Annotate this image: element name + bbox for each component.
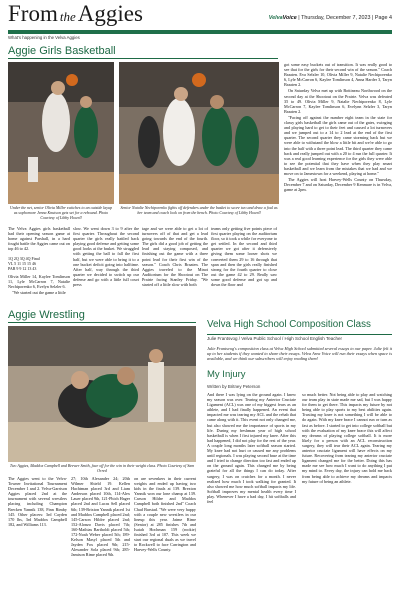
score-header: 1Q 2Q 3Q 4Q Final [8, 256, 40, 261]
basketball-scorers [8, 274, 70, 296]
basketball-col-5 [284, 62, 392, 193]
basketball-col-5b: On Saturday Velva met up with Bottineau Northwood on the second day at the Shootout on the Prairie. Velva was defeated 35 to 49. Olivia Miller 9, Natalie Nechiporenko 8, Lyle McCarron 7, Kaylee Tomlinson 6, Evelynn Selzler 3, Taryn Braaten 2. [284, 88, 392, 114]
issue-date: | Thursday, December 7, 2023 | Page 4 [296, 15, 392, 21]
wrestling-heading: Aggie Wrestling [8, 309, 85, 321]
basketball-scorers-text: Olivia Miller 14, Kaylee Tomlinson 11, Lyle McCarron 7, Natalie Nechiporenko 6, Evelyn Selzler 6. [8, 274, 70, 290]
wrestling-col-1-text: The Aggies went to the Velva-Towner Invitational Tournament December 1 and 2. Velva-Garrison Aggies placed 2nd at the tournament with several wrestlers placing including Champion Brecken Yannik 138, Finn Rimby 145. Other placers: 3rd Cayden 170 lbs, 3rd Maddox Campbell 182, and Williams 113. [8, 476, 67, 527]
composition-intro: Julie Frantsvog's composition class at Velva High School submitted several essays to our paper. Julie felt it up to her students if they wanted to share their essays. Velva Area Voice will run their essays when space is available, and we think our subscribers will enjoy reading them! [207, 346, 392, 362]
essay-col-1-text: And there I was lying on the ground again. I knew my season was over. Tearing my Anterior Cruciate Ligament (ACL) was one of my biggest fears as an athlete, and I had finally happened. An event that impacted me was tearing my ACL and the rehab that came along with it. This event not only changed me, but also showed me the importance of sports in my life. During my freshman year of high school basketball is when I first injured my knee. After this had happened, I did not play for the rest of the year. A couple long months later softball season started. My knee had not hurt or caused me any problems until regionals. I was playing second base at the time and I tried to change direction too fast and ended up on the ground again. This changed me by being grateful for all the things I can do today. After surgery, I was on crutches for a month. I never realized how much I took walking for granted. It also showed me how much softball impacts my life. Softball improves my mental health every time I play. Whenever I have a bad day, I hit softballs and feel [207, 392, 296, 504]
score-table [8, 256, 70, 272]
basketball-caption-2: Senior Natalie Nechiporenko fights off defenders under the basket to score two and draw a foul as her team and coach look on from the bench. Photo Courtesy of Libby Howell [120, 205, 278, 215]
score-parshall: PAR 9 9 12 13 43 [8, 266, 37, 272]
basketball-col-5d: The Aggies will host Harvey-Wells County on Thursday, December 7 and on Saturday, December 9 Kenmare is in Velva, game at 2pm. [284, 177, 392, 193]
basketball-col-5c: "Facing off against the number eight team in the state for classy girls basketball the girls came out of the gates, swinging and playing hard to get to their feet and caused a lot turnovers and we jumped out to a 14 to 2 lead at the end of the first quarter. The second quarter they came storming back but we were able to withstand the blow a little bit and we're able to go into the half with a three point lead. The third quarter they came back and really jumped out with a 20 to 4 run the full quarter. It was a real good learning experience for the girls they were able to see the potential that they have when they play smart basketball and we learn from the mistakes that we had and we move on to Jamestown for a weekend, playing at home." [284, 114, 392, 176]
composition-rule [207, 334, 392, 335]
essay-col-2-text: so much better. Not being able to play and watching our team play in state made me sad, but I was happy for them to get there. This impacts my future by not being able to play sports to my best abilities again. Trusting my knee is not something I will be able to do again. With my knee brace I cannot run or turn as fast as before. I started to get into college softball but with the evaluation of my knee brace this will affect my dreams of playing college softball. It is more likely for a person with an ACL reconstruction surgery, they will tear their ACL again. Tearing my anterior cruciate ligament will have effects on my future. Recovering from tearing my anterior cruciate ligament changed me for the better. Doing this has made me see how much I want to do anything I put my mind to. Every day, the injury can hold me back from being able to achieve my dreams and impacts my future of being an athlete. [302, 392, 392, 484]
wrestling-photo [8, 326, 196, 462]
masthead-the: the [59, 9, 76, 24]
paper-name-2: Voice [282, 15, 297, 21]
wrestling-rule [8, 322, 196, 323]
wrestling-col-3-text: on are sevenkers in their current weights and ended up having two kids in the finals at 139. Brexton Yannik won our lone champ at 139. Carson Hildre and Maddox Campbell both finished 2nd" Coach Chad Barstad. "We were very happy with a couple new wrestlers in our lineup this year. Jaime Rime (Senior) at 285 finishes 7th and Isaiah Hochman 159 (rookie) finished 3rd at 107. This week we start our regional duals as we travel to Rockwell to face Carrington and Harvey-Wells County. [134, 476, 196, 553]
masthead-subtitle: What's happening in the Velva Aggies [8, 35, 80, 40]
basketball-col-2 [73, 226, 139, 288]
basketball-col-1-text: The Velva Aggies girls basketball had their opening season game at home against Parshall, in a hard fought battle the Aggies came out on top 46 to 42. [8, 226, 70, 252]
paper-name: Velva [268, 15, 283, 21]
essay-title: My Injury [207, 369, 246, 380]
basketball-col-4 [211, 226, 277, 288]
masthead-info [269, 16, 392, 21]
masthead-rule [8, 30, 392, 34]
essay-author: Written by Britney Peterson [207, 384, 261, 389]
basketball-rule [8, 58, 278, 59]
essay-col-1 [207, 392, 296, 505]
masthead-title [8, 2, 143, 29]
masthead-from: From [8, 1, 58, 26]
basketball-photo-2 [119, 62, 279, 204]
basketball-col-5a: got some easy buckets out of transition. It was really good to see that for the girls for their second win of the season." Coach Braaten. Eva Selzler 10, Olivia Miller 9, Natalie Nechiporenko 6, Lyle McCarron 6, Kaylee Tomlinson 4, Anna Harder 3, Taryn Braaten 2. [284, 62, 392, 88]
basketball-col-1 [8, 226, 70, 252]
basketball-col-2-text: slow. We went down 3 to 9 after the first quarter. Throughout the second quarter the girls really battled back playing good defense and getting some good looks at the basket. We struggled with getting the ball to fall the first half, but we were able to bring it to a one bucket deficit going into halftime. After half, way through the third quarter we decided to switch up our defense and go with a little full court press [73, 226, 139, 288]
wrestling-caption: Two Aggies, Maddox Campbell and Brewer Smith, face off for the win in their weight class. Photo Courtesy of Sam Orred [9, 463, 195, 473]
essay-col-2 [302, 392, 392, 485]
wrestling-col-1 [8, 476, 67, 528]
wrestling-col-2-text: 27; 10th Alexander 24; 20th Wilmer Shield 19. Kellen Hachtman placed 3rd and Liam Anderson placed 10th, 114-Alex Lauer placed 9th, 121-Phich Hager placed 2nd and Lucas Sell placed 6th; 139-Brixton Yannik placed 1st and Maddox Campbell placed 2nd; 145-Carson Hildre placed 2nd; 152-Alonzo Davis placed 7th; 160-Mathias Bartholdi placed 5th; 172-Noah Weber placed 5th; 189-Kelson Masyl placed 5th and Jayden Fox placed 9th; 215-Alexander Sola placed 9th; 285-Jamison Rime placed 9th. [71, 476, 130, 558]
wrestling-col-2 [71, 476, 130, 559]
masthead-aggies: Aggies [77, 1, 143, 26]
composition-byline: Julie Frantsvog / Velva Public School / High School English Teacher [207, 336, 342, 341]
basketball-col-4-text: teams only getting five points piece of first quarter playing on the auditorium floor, so it took a while for everyone to get settled. In the second and third quarter we got after it defensively giving them some looser shots we converted them 29 to 16 through that span and then the girls really finished strong for the fourth quarter to close out the game 42 to 29. Really saw some good defense and got up and down the floor and [211, 226, 277, 288]
basketball-col-3-text: tage and we were able to get a lot of turnovers off of that and get a lead going towards the end of the fourth. The girls did a good job of getting the lead and staying composed, and finishing out the game with a three point lead for their first win of the season." Coach Chris Braaten. The Aggies traveled to the Minot Auditorium for the Shootout on The Prairie facing Stanley Friday. "We started off a little slow with both [142, 226, 208, 288]
masthead [8, 1, 392, 28]
score-velva: VL 5 11 15 15 46 [8, 261, 37, 267]
basketball-caption-1: Under the net, senior Olivia Miller switches to an outside layup as sophomore Jenna Knutson gets set for a rebound. Photo Courtesy of Libby Howell [9, 205, 113, 220]
basketball-heading: Aggie Girls Basketball [8, 45, 116, 57]
basketball-photo-1 [8, 62, 114, 204]
basketball-quote-start: "We started out the game a little [12, 290, 66, 296]
wrestling-col-3 [134, 476, 196, 553]
basketball-col-3 [142, 226, 208, 288]
composition-title: Velva High School Composition Class [207, 319, 371, 330]
